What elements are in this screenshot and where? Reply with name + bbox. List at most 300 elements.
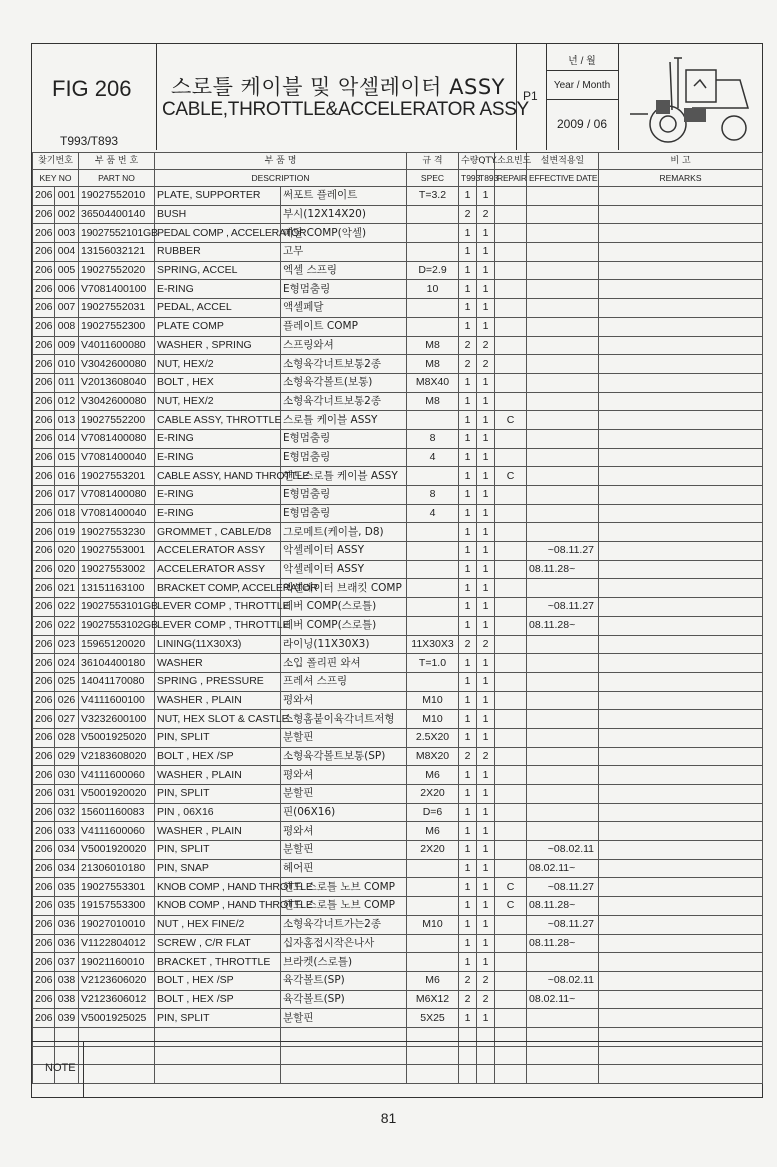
spec-cell: M10	[407, 915, 459, 934]
description-cell: NUT , HEX FINE/2	[155, 915, 281, 934]
description-cell: SPRING, ACCEL	[155, 261, 281, 280]
qty-t993-cell: 1	[459, 542, 477, 561]
key-group-cell: 206	[33, 785, 55, 804]
qty-t893-cell: 1	[477, 728, 495, 747]
qty-t893-cell: 1	[477, 710, 495, 729]
qty-t893-cell: 1	[477, 280, 495, 299]
effective-date-cell	[527, 224, 599, 243]
issue-date: 2009 / 06	[556, 117, 608, 131]
description-ko-cell: 써포트 플레이트	[281, 187, 407, 206]
key-group-cell: 206	[33, 971, 55, 990]
key-number-cell: 002	[55, 205, 79, 224]
qty-t893-cell: 1	[477, 373, 495, 392]
key-group-cell: 206	[33, 766, 55, 785]
description-ko-cell: 레버 COMP(스로틀)	[281, 598, 407, 617]
qty-t993-cell: 1	[459, 299, 477, 318]
col-repair-en: REPAIR	[495, 170, 527, 187]
description-cell: SPRING , PRESSURE	[155, 672, 281, 691]
table-row	[33, 710, 763, 729]
effective-date-cell	[527, 243, 599, 262]
qty-t993-cell: 1	[459, 261, 477, 280]
description-ko-cell: 페달 COMP(악셀)	[281, 224, 407, 243]
qty-t893-cell: 1	[477, 616, 495, 635]
table-row	[33, 803, 763, 822]
qty-t893-cell: 2	[477, 747, 495, 766]
spec-cell	[407, 411, 459, 430]
key-group-cell: 206	[33, 598, 55, 617]
part-number-cell: 19027552031	[79, 299, 155, 318]
key-group-cell: 206	[33, 635, 55, 654]
qty-t893-cell: 1	[477, 224, 495, 243]
key-number-cell: 013	[55, 411, 79, 430]
qty-t993-cell: 1	[459, 915, 477, 934]
description-ko-cell: 엑셀 스프링	[281, 261, 407, 280]
part-number-cell: V3042600080	[79, 392, 155, 411]
table-row	[33, 971, 763, 990]
table-row	[33, 355, 763, 374]
part-number-cell: V2183608020	[79, 747, 155, 766]
key-group-cell: 206	[33, 467, 55, 486]
qty-t893-cell: 1	[477, 672, 495, 691]
repair-code-cell	[495, 224, 527, 243]
year-month-box	[546, 44, 619, 150]
spec-cell: 2X20	[407, 785, 459, 804]
description-ko-cell: E형멈춤링	[281, 448, 407, 467]
qty-t893-cell: 1	[477, 859, 495, 878]
key-number-cell: 038	[55, 971, 79, 990]
key-number-cell: 006	[55, 280, 79, 299]
table-row	[33, 747, 763, 766]
page-code: P1	[523, 89, 538, 103]
description-ko-cell: 그로메트(케이블, D8)	[281, 523, 407, 542]
part-number-cell: 15601160083	[79, 803, 155, 822]
remarks-cell	[599, 317, 763, 336]
key-number-cell: 036	[55, 915, 79, 934]
remarks-cell	[599, 766, 763, 785]
key-number-cell: 039	[55, 1009, 79, 1028]
effective-date-cell	[527, 728, 599, 747]
description-cell: E-RING	[155, 280, 281, 299]
key-group-cell: 206	[33, 934, 55, 953]
qty-t893-cell: 1	[477, 486, 495, 505]
repair-code-cell: C	[495, 411, 527, 430]
description-cell: E-RING	[155, 504, 281, 523]
remarks-cell	[599, 822, 763, 841]
description-ko-cell: 레버 COMP(스로틀)	[281, 616, 407, 635]
key-group-cell: 206	[33, 878, 55, 897]
effective-date-cell: ~08.02.11	[527, 841, 599, 860]
part-number-cell: V7081400040	[79, 448, 155, 467]
qty-t893-cell: 1	[477, 691, 495, 710]
table-row	[33, 317, 763, 336]
qty-t893-cell: 1	[477, 953, 495, 972]
key-number-cell: 007	[55, 299, 79, 318]
key-group-cell: 206	[33, 859, 55, 878]
qty-t893-cell: 1	[477, 243, 495, 262]
part-number-cell: 14041170080	[79, 672, 155, 691]
qty-t993-cell: 1	[459, 897, 477, 916]
table-row	[33, 635, 763, 654]
qty-t993-cell: 2	[459, 336, 477, 355]
part-number-cell: V5001925020	[79, 728, 155, 747]
table-row	[33, 953, 763, 972]
key-group-cell: 206	[33, 280, 55, 299]
qty-t993-cell: 1	[459, 560, 477, 579]
effective-date-cell: 08.11.28~	[527, 897, 599, 916]
part-number-cell: 19027553001	[79, 542, 155, 561]
page-number: 81	[380, 1110, 397, 1126]
description-cell: CABLE ASSY, THROTTLE	[155, 411, 281, 430]
table-row	[33, 542, 763, 561]
repair-code-cell	[495, 841, 527, 860]
spec-cell: M6	[407, 766, 459, 785]
description-cell: BUSH	[155, 205, 281, 224]
qty-t993-cell: 2	[459, 747, 477, 766]
qty-t893-cell: 1	[477, 429, 495, 448]
qty-t993-cell: 1	[459, 317, 477, 336]
table-row	[33, 560, 763, 579]
qty-t893-cell: 1	[477, 261, 495, 280]
description-ko-cell: 고무	[281, 243, 407, 262]
table-row	[33, 934, 763, 953]
part-number-cell: V5001920020	[79, 785, 155, 804]
remarks-cell	[599, 747, 763, 766]
effective-date-cell	[527, 803, 599, 822]
table-row	[33, 616, 763, 635]
effective-date-cell: ~08.02.11	[527, 971, 599, 990]
qty-t893-cell: 1	[477, 392, 495, 411]
remarks-cell	[599, 355, 763, 374]
spec-cell: M8X40	[407, 373, 459, 392]
table-row	[33, 915, 763, 934]
effective-date-cell	[527, 486, 599, 505]
qty-t993-cell: 1	[459, 280, 477, 299]
qty-t893-cell: 1	[477, 187, 495, 206]
description-cell: GROMMET , CABLE/D8	[155, 523, 281, 542]
part-number-cell: V5001925025	[79, 1009, 155, 1028]
spec-cell: M8X20	[407, 747, 459, 766]
description-cell: BOLT , HEX	[155, 373, 281, 392]
remarks-cell	[599, 1009, 763, 1028]
year-month-label-en: Year / Month	[553, 80, 611, 91]
table-row	[33, 299, 763, 318]
qty-t893-cell: 2	[477, 336, 495, 355]
qty-t993-cell: 1	[459, 785, 477, 804]
description-ko-cell: 평와셔	[281, 691, 407, 710]
repair-code-cell	[495, 280, 527, 299]
qty-t993-cell: 1	[459, 803, 477, 822]
description-cell: SCREW , C/R FLAT	[155, 934, 281, 953]
qty-t893-cell: 2	[477, 971, 495, 990]
part-number-cell: V2123606012	[79, 990, 155, 1009]
description-ko-cell: 소형육각너트가는2종	[281, 915, 407, 934]
description-cell: PLATE COMP	[155, 317, 281, 336]
qty-t993-cell: 1	[459, 504, 477, 523]
spec-cell	[407, 616, 459, 635]
remarks-cell	[599, 336, 763, 355]
remarks-cell	[599, 504, 763, 523]
effective-date-cell: 08.02.11~	[527, 990, 599, 1009]
key-number-cell: 016	[55, 467, 79, 486]
description-cell: KNOB COMP , HAND THROTTLE	[155, 878, 281, 897]
description-cell: PIN, SNAP	[155, 859, 281, 878]
repair-code-cell	[495, 205, 527, 224]
model-number: T993/T893	[60, 134, 119, 148]
part-number-cell: 19027553230	[79, 523, 155, 542]
repair-code-cell	[495, 317, 527, 336]
effective-date-cell	[527, 299, 599, 318]
key-number-cell: 005	[55, 261, 79, 280]
remarks-cell	[599, 878, 763, 897]
part-number-cell: V4111600060	[79, 822, 155, 841]
part-number-cell: V7081400040	[79, 504, 155, 523]
parts-table	[32, 152, 763, 1084]
repair-code-cell	[495, 523, 527, 542]
spec-cell: M6	[407, 971, 459, 990]
key-group-cell: 206	[33, 747, 55, 766]
qty-t893-cell: 1	[477, 785, 495, 804]
key-number-cell: 029	[55, 747, 79, 766]
part-number-cell: V2013608040	[79, 373, 155, 392]
spec-cell	[407, 224, 459, 243]
repair-code-cell	[495, 859, 527, 878]
description-cell: PIN, SPLIT	[155, 1009, 281, 1028]
key-group-cell: 206	[33, 953, 55, 972]
remarks-cell	[599, 635, 763, 654]
table-row	[33, 392, 763, 411]
description-cell: E-RING	[155, 429, 281, 448]
remarks-cell	[599, 243, 763, 262]
repair-code-cell	[495, 299, 527, 318]
description-ko-cell: E형멈춤링	[281, 504, 407, 523]
effective-date-cell	[527, 355, 599, 374]
page-code-box	[516, 44, 547, 150]
effective-date-cell: 08.11.28~	[527, 560, 599, 579]
key-number-cell: 015	[55, 448, 79, 467]
key-number-cell: 022	[55, 598, 79, 617]
spec-cell: D=6	[407, 803, 459, 822]
spec-cell: T=3.2	[407, 187, 459, 206]
remarks-cell	[599, 224, 763, 243]
part-number-cell: V1122804012	[79, 934, 155, 953]
spec-cell: 10	[407, 280, 459, 299]
qty-t893-cell: 1	[477, 841, 495, 860]
key-number-cell: 026	[55, 691, 79, 710]
qty-t993-cell: 2	[459, 990, 477, 1009]
table-row	[33, 205, 763, 224]
qty-t893-cell: 1	[477, 579, 495, 598]
effective-date-cell	[527, 280, 599, 299]
spec-cell	[407, 205, 459, 224]
repair-code-cell	[495, 915, 527, 934]
note-box	[32, 1041, 762, 1098]
description-ko-cell: 악셀레이터 ASSY	[281, 560, 407, 579]
key-group-cell: 206	[33, 542, 55, 561]
qty-t993-cell: 1	[459, 934, 477, 953]
description-ko-cell: 스프링와셔	[281, 336, 407, 355]
repair-code-cell	[495, 486, 527, 505]
repair-code-cell	[495, 822, 527, 841]
description-cell: PLATE, SUPPORTER	[155, 187, 281, 206]
qty-t993-cell: 1	[459, 579, 477, 598]
repair-code-cell	[495, 542, 527, 561]
table-row	[33, 486, 763, 505]
spec-cell	[407, 467, 459, 486]
effective-date-cell: 08.11.28~	[527, 934, 599, 953]
key-number-cell: 009	[55, 336, 79, 355]
description-ko-cell: 브라켓(스로틀)	[281, 953, 407, 972]
key-group-cell: 206	[33, 822, 55, 841]
qty-t893-cell: 2	[477, 355, 495, 374]
table-row	[33, 429, 763, 448]
qty-t893-cell: 1	[477, 878, 495, 897]
table-row	[33, 785, 763, 804]
qty-t893-cell: 1	[477, 542, 495, 561]
header-row-en	[33, 170, 763, 187]
table-row	[33, 1009, 763, 1028]
effective-date-cell: ~08.11.27	[527, 915, 599, 934]
description-cell: PEDAL COMP , ACCELERATOR	[155, 224, 281, 243]
col-spec-ko: 규 격	[407, 153, 459, 170]
title-english: CABLE,THROTTLE&ACCELERATOR ASSY	[162, 99, 529, 120]
key-number-cell: 035	[55, 878, 79, 897]
table-row	[33, 859, 763, 878]
remarks-cell	[599, 579, 763, 598]
qty-t893-cell: 1	[477, 448, 495, 467]
spec-cell	[407, 672, 459, 691]
key-group-cell: 206	[33, 915, 55, 934]
repair-code-cell	[495, 672, 527, 691]
key-group-cell: 206	[33, 429, 55, 448]
description-cell: WASHER , PLAIN	[155, 766, 281, 785]
description-cell: LEVER COMP , THROTTLE	[155, 616, 281, 635]
sheet-header	[32, 44, 762, 153]
qty-t993-cell: 1	[459, 822, 477, 841]
description-cell: BRACKET COMP, ACCELERATOR	[155, 579, 281, 598]
description-cell: LINING(11X30X3)	[155, 635, 281, 654]
header-row-ko	[33, 153, 763, 170]
part-number-cell: 13151163100	[79, 579, 155, 598]
spec-cell: 2X20	[407, 841, 459, 860]
table-row	[33, 523, 763, 542]
description-ko-cell: 라이닝(11X30X3)	[281, 635, 407, 654]
table-row	[33, 504, 763, 523]
description-cell: PIN, SPLIT	[155, 728, 281, 747]
repair-code-cell	[495, 392, 527, 411]
key-group-cell: 206	[33, 897, 55, 916]
description-cell: PEDAL, ACCEL	[155, 299, 281, 318]
part-number-cell: V4011600080	[79, 336, 155, 355]
key-group-cell: 206	[33, 261, 55, 280]
effective-date-cell	[527, 336, 599, 355]
effective-date-cell	[527, 467, 599, 486]
repair-code-cell	[495, 691, 527, 710]
repair-code-cell	[495, 598, 527, 617]
key-group-cell: 206	[33, 691, 55, 710]
effective-date-cell	[527, 411, 599, 430]
remarks-cell	[599, 915, 763, 934]
key-number-cell: 034	[55, 841, 79, 860]
remarks-cell	[599, 897, 763, 916]
remarks-cell	[599, 785, 763, 804]
description-ko-cell: 악셀레이터 ASSY	[281, 542, 407, 561]
key-number-cell: 024	[55, 654, 79, 673]
description-ko-cell: 분할핀	[281, 785, 407, 804]
part-number-cell: 19027553002	[79, 560, 155, 579]
qty-t893-cell: 1	[477, 467, 495, 486]
repair-code-cell	[495, 710, 527, 729]
key-group-cell: 206	[33, 373, 55, 392]
description-cell: NUT, HEX/2	[155, 355, 281, 374]
table-row	[33, 728, 763, 747]
description-ko-cell: 소형육각볼트보통(SP)	[281, 747, 407, 766]
remarks-cell	[599, 616, 763, 635]
repair-code-cell	[495, 803, 527, 822]
qty-t993-cell: 1	[459, 1009, 477, 1028]
remarks-cell	[599, 672, 763, 691]
qty-t893-cell: 1	[477, 1009, 495, 1028]
spec-cell	[407, 542, 459, 561]
part-number-cell: 19027553102GB	[79, 616, 155, 635]
qty-t893-cell: 1	[477, 915, 495, 934]
remarks-cell	[599, 859, 763, 878]
table-row	[33, 598, 763, 617]
description-ko-cell: 평와셔	[281, 822, 407, 841]
description-cell: CABLE ASSY, HAND THROTTLE	[155, 467, 281, 486]
qty-t993-cell: 1	[459, 953, 477, 972]
key-number-cell: 027	[55, 710, 79, 729]
key-number-cell: 038	[55, 990, 79, 1009]
key-number-cell: 033	[55, 822, 79, 841]
key-group-cell: 206	[33, 654, 55, 673]
remarks-cell	[599, 187, 763, 206]
note-label-cell	[32, 1042, 84, 1098]
key-group-cell: 206	[33, 486, 55, 505]
part-number-cell: V4111600060	[79, 766, 155, 785]
key-number-cell: 034	[55, 859, 79, 878]
part-number-cell: V3232600100	[79, 710, 155, 729]
table-row	[33, 990, 763, 1009]
key-number-cell: 020	[55, 542, 79, 561]
qty-t893-cell: 1	[477, 803, 495, 822]
qty-t893-cell: 1	[477, 934, 495, 953]
qty-t993-cell: 1	[459, 672, 477, 691]
qty-t993-cell: 1	[459, 187, 477, 206]
description-ko-cell: E형멈춤링	[281, 486, 407, 505]
spec-cell: M10	[407, 710, 459, 729]
part-number-cell: 19027553201	[79, 467, 155, 486]
remarks-cell	[599, 486, 763, 505]
effective-date-cell	[527, 392, 599, 411]
qty-t893-cell: 1	[477, 504, 495, 523]
repair-code-cell	[495, 728, 527, 747]
key-group-cell: 206	[33, 560, 55, 579]
description-ko-cell: 육각볼트(SP)	[281, 971, 407, 990]
description-cell: WASHER , PLAIN	[155, 822, 281, 841]
effective-date-cell	[527, 691, 599, 710]
spec-cell: 5X25	[407, 1009, 459, 1028]
table-row	[33, 766, 763, 785]
part-number-cell: 19157553300	[79, 897, 155, 916]
spec-cell: T=1.0	[407, 654, 459, 673]
effective-date-cell: 08.11.28~	[527, 616, 599, 635]
description-ko-cell: 액셀페달	[281, 299, 407, 318]
remarks-cell	[599, 691, 763, 710]
qty-t893-cell: 1	[477, 411, 495, 430]
effective-date-cell: ~08.11.27	[527, 542, 599, 561]
key-number-cell: 032	[55, 803, 79, 822]
table-row	[33, 822, 763, 841]
